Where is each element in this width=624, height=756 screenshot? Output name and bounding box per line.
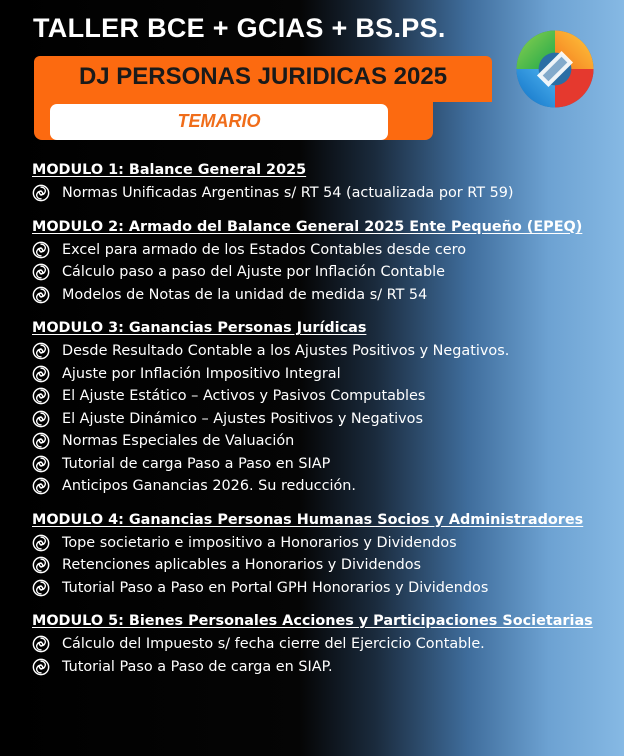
list-item-text: Tope societario e impositivo a Honorarios y Dividendos [62,534,457,551]
subtitle-pill [50,104,388,140]
spiral-bullet-icon [32,263,50,281]
list-item [32,239,612,262]
module-section [32,318,612,498]
list-item-text: Modelos de Notas de la unidad de medida s/ RT 54 [62,286,428,303]
circular-logo-icon [514,28,596,110]
spiral-bullet-icon [32,410,50,428]
list-item-text: Retenciones aplicables a Honorarios y Dividendos [62,557,422,574]
module-section [32,160,612,205]
list-item-text: Anticipos Ganancias 2026. Su reducción. [62,478,356,495]
list-item-text: Cálculo del Impuesto s/ fecha cierre del Ejercicio Contable. [62,636,485,653]
list-item [32,363,612,386]
list-item [32,633,612,656]
list-item [32,385,612,408]
list-item [32,340,612,363]
module-title: MODULO 5: Bienes Personales Acciones y Participaciones Societarias [32,613,593,629]
module-title: MODULO 2: Armado del Balance General 2025 Ente Pequeño (EPEQ) [32,218,583,235]
module-list [32,160,612,690]
subtitle-text: TEMARIO [177,111,261,131]
module-title: MODULO 4: Ganancias Personas Humanas Socios y Administradores [32,511,584,528]
module-section [32,217,612,307]
banner-text: DJ PERSONAS JURIDICAS 2025 [78,63,448,90]
spiral-bullet-icon [32,365,50,383]
module-section [32,510,612,600]
spiral-bullet-icon [32,184,50,202]
list-item [32,430,612,453]
list-item [32,532,612,555]
list-item [32,656,612,679]
spiral-bullet-icon [32,579,50,597]
spiral-bullet-icon [32,556,50,574]
title-banner [34,56,492,102]
spiral-bullet-icon [32,477,50,495]
list-item [32,453,612,476]
list-item-text: El Ajuste Estático – Activos y Pasivos Computables [62,388,426,405]
list-item-text: Excel para armado de los Estados Contables desde cero [62,241,466,258]
list-item-text: Tutorial Paso a Paso de carga en SIAP. [62,658,333,675]
list-item [32,284,612,307]
module-title: MODULO 1: Balance General 2025 [32,162,307,178]
spiral-bullet-icon [32,534,50,552]
list-item-text: El Ajuste Dinámico – Ajustes Positivos y Negativos [62,410,423,427]
spiral-bullet-icon [32,455,50,473]
list-item [32,408,612,431]
spiral-bullet-icon [32,658,50,676]
spiral-bullet-icon [32,387,50,405]
list-item-text: Normas Especiales de Valuación [62,433,295,450]
list-item-text: Cálculo paso a paso del Ajuste por Inflación Contable [62,264,445,281]
list-item-text: Desde Resultado Contable a los Ajustes Positivos y Negativos. [62,343,510,360]
list-item [32,182,612,205]
list-item-text: Normas Unificadas Argentinas s/ RT 54 (actualizada por RT 59) [62,185,514,202]
spiral-bullet-icon [32,432,50,450]
list-item-text: Tutorial Paso a Paso en Portal GPH Honorarios y Dividendos [62,579,489,596]
page-title: TALLER BCE + GCIAS + BS.PS. [33,13,446,43]
module-section [32,611,612,678]
list-item-text: Tutorial de carga Paso a Paso en SIAP [62,455,331,472]
spiral-bullet-icon [32,342,50,360]
list-item [32,554,612,577]
spiral-bullet-icon [32,635,50,653]
spiral-bullet-icon [32,286,50,304]
list-item [32,577,612,600]
spiral-bullet-icon [32,241,50,259]
list-item [32,475,612,498]
module-title: MODULO 3: Ganancias Personas Jurídicas [32,320,367,336]
list-item [32,261,612,284]
list-item-text: Ajuste por Inflación Impositivo Integral [62,365,341,382]
